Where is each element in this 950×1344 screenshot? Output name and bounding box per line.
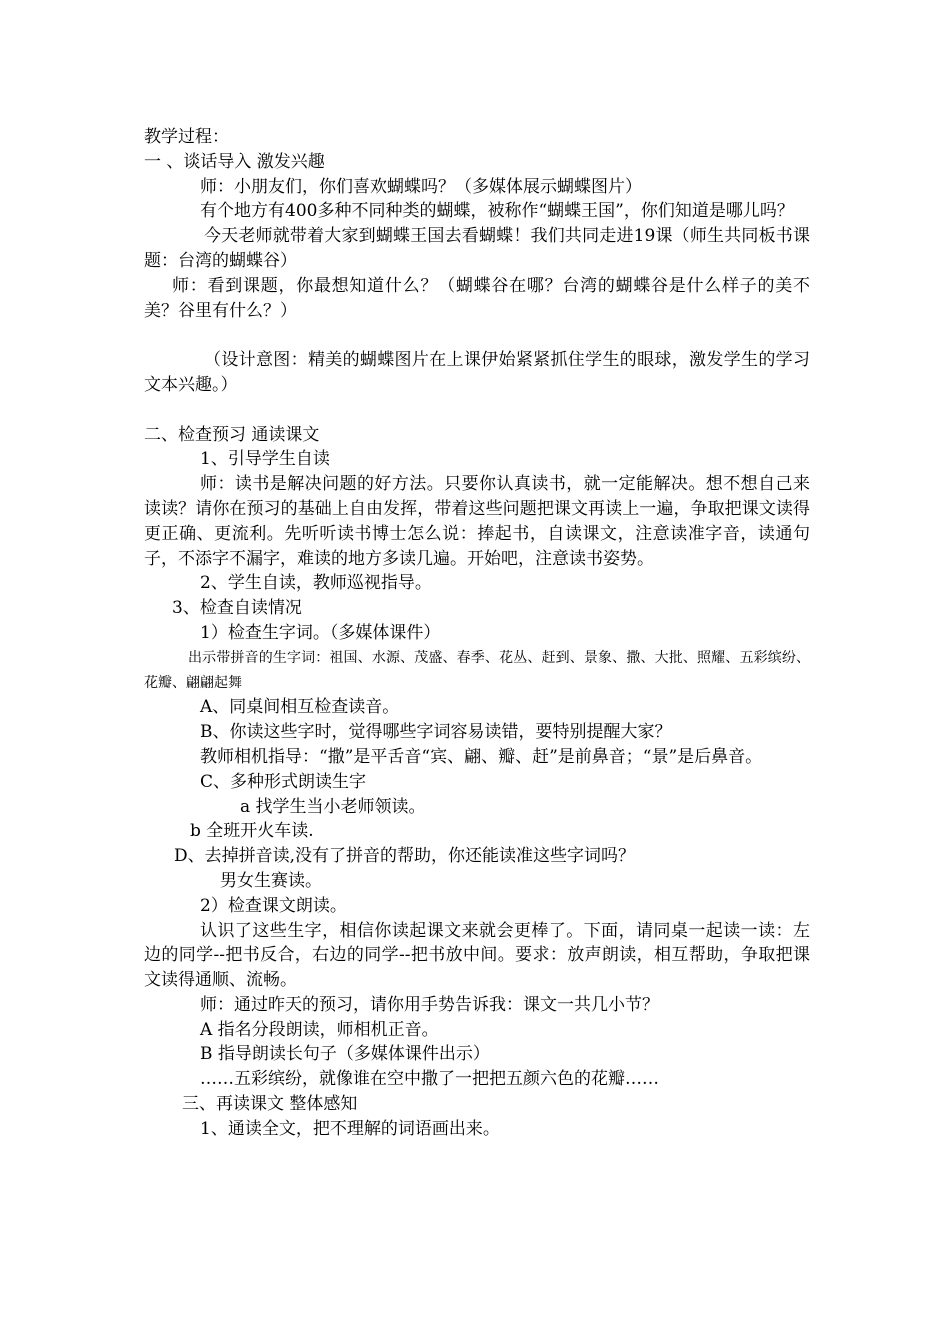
list-item: B、你读这些字时，觉得哪些字词容易读错，要特别提醒大家？ bbox=[200, 722, 672, 743]
quote: ……五彩缤纷，就像谁在空中撒了一把把五颜六色的花瓣…… bbox=[200, 1069, 659, 1090]
subheading: 1、引导学生自读 bbox=[200, 449, 330, 470]
section-heading-2: 二、检查预习 通读课文 bbox=[144, 424, 320, 445]
list-item: C、多种形式朗读生字 bbox=[200, 771, 367, 792]
document-title: 教学过程： bbox=[144, 127, 229, 147]
vocabulary-list: 出示带拼音的生字词：祖国、水源、茂盛、春季、花丛、赶到、景象、撒、大批、照耀、五彩缤纷、花瓣、翩翩起舞 bbox=[144, 649, 810, 691]
section-heading-1: 一 、谈话导入 激发兴趣 bbox=[144, 151, 325, 172]
paragraph: 教师相机指导：“撒”是平舌音“宾、翩、瓣、赶”是前鼻音；“景”是后鼻音。 bbox=[200, 746, 763, 767]
paragraph: 认识了这些生字，相信你读起课文来就会更棒了。下面，请同桌一起读一读：左边的同学--把书反合，右边的同学--把书放中间。要求：放声朗读，相互帮助，争取把课文读得通顺、流畅。 bbox=[144, 920, 810, 991]
list-item: B 指导朗读长句子（多媒体课件出示） bbox=[200, 1044, 490, 1065]
subheading: 2、学生自读，教师巡视指导。 bbox=[200, 573, 432, 594]
paragraph: 师：看到课题，你最想知道什么？（蝴蝶谷在哪？台湾的蝴蝶谷是什么样子的美不美？谷里有什么？） bbox=[144, 275, 810, 321]
document-body bbox=[144, 125, 810, 1142]
subheading: 2）检查课文朗读。 bbox=[200, 895, 347, 916]
list-item: D、去掉拼音读,没有了拼音的帮助，你还能读准这些字词吗？ bbox=[174, 846, 636, 867]
paragraph: 师：通过昨天的预习，请你用手势告诉我：课文一共几小节？ bbox=[200, 994, 659, 1015]
section-heading-3: 三、再读课文 整体感知 bbox=[182, 1094, 358, 1115]
spacer bbox=[144, 323, 810, 348]
subheading: 1）检查生字词。（多媒体课件） bbox=[200, 622, 441, 643]
paragraph: 师：读书是解决问题的好方法。只要你认真读书，就一定能解决。想不想自己来读读？请你在预习的基础上自由发挥，带着这些问题把课文再读上一遍，争取把课文读得更正确、更流利。先听听读书博士怎么说：捧起书，自读课文，注意读准字音，读通句子，不添字不漏字，难读的地方多读几遍。开始吧，注意读书姿势。 bbox=[144, 474, 810, 569]
design-intent: （设计意图：精美的蝴蝶图片在上课伊始紧紧抓住学生的眼球，激发学生的学习文本兴趣。） bbox=[144, 350, 810, 395]
subheading: 1、通读全文，把不理解的词语画出来。 bbox=[200, 1118, 500, 1139]
list-item: b 全班开火车读. bbox=[190, 821, 314, 842]
paragraph: 师：小朋友们，你们喜欢蝴蝶吗？（多媒体展示蝴蝶图片） bbox=[200, 176, 642, 197]
paragraph: 男女生赛读。 bbox=[220, 870, 322, 891]
spacer bbox=[144, 398, 810, 423]
paragraph: 有个地方有400多种不同种类的蝴蝶，被称作“蝴蝶王国”，你们知道是哪儿吗？ bbox=[200, 201, 794, 222]
list-item: A、同桌间相互检查读音。 bbox=[200, 697, 400, 718]
subheading: 3、检查自读情况 bbox=[172, 598, 302, 619]
list-item: a 找学生当小老师领读。 bbox=[240, 796, 426, 817]
list-item: A 指名分段朗读，师相机正音。 bbox=[200, 1019, 439, 1040]
paragraph: 今天老师就带着大家到蝴蝶王国去看蝴蝶！我们共同走进19课（师生共同板书课题：台湾的蝴蝶谷） bbox=[144, 226, 810, 271]
